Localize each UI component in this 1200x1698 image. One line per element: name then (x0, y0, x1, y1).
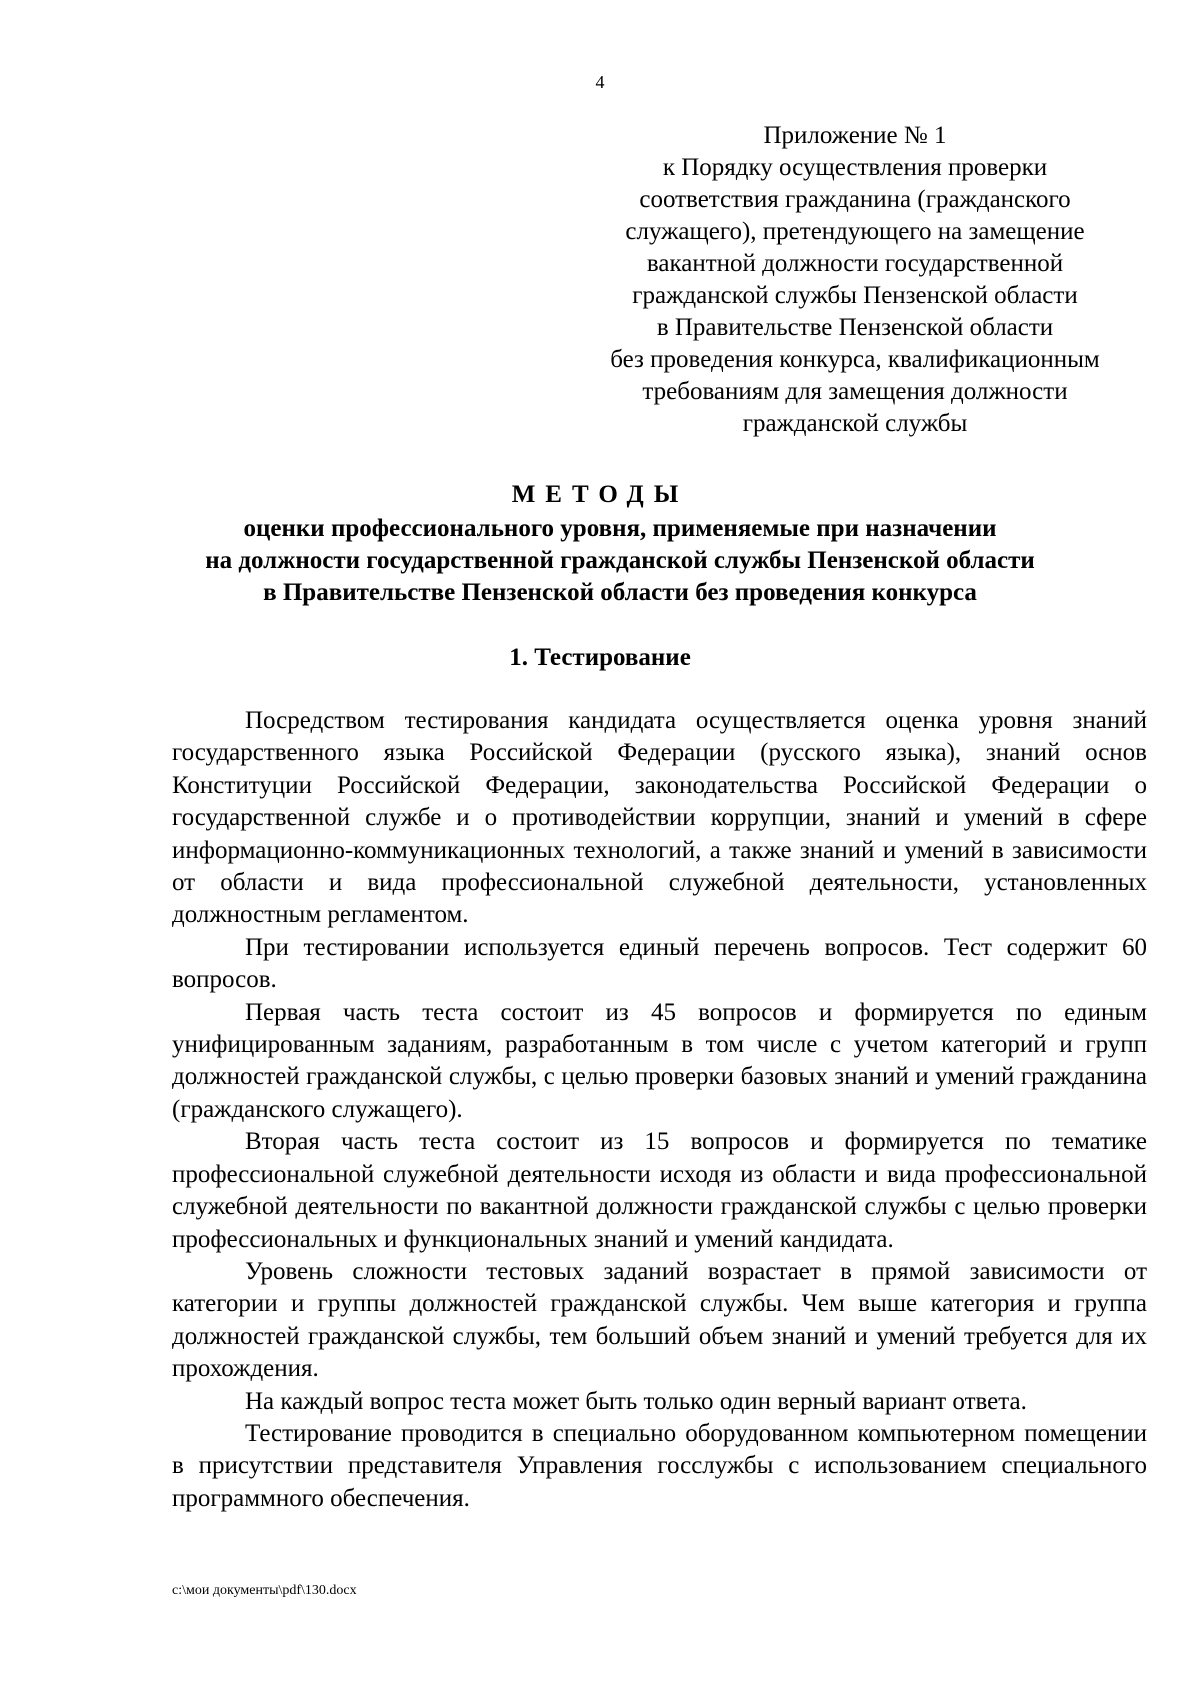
paragraph: Уровень сложности тестовых заданий возрастает в прямой зависимости от категории и группы должностей гражданской службы. Чем выше категория и группа должностей гражданской службы, тем больший объем знаний и умений требуется для их прохождения. (172, 1257, 1147, 1383)
subtitle-line: на должности государственной гражданской службы Пензенской области (205, 547, 1035, 574)
appendix-line: соответствия гражданина (гражданского (639, 186, 1071, 213)
body-text (172, 705, 1147, 1515)
appendix-line: вакантной должности государственной (646, 250, 1064, 277)
appendix-line: без проведения конкурса, квалификационным (610, 346, 1100, 373)
subtitle-line: оценки профессионального уровня, применяемые при назначении (243, 515, 997, 542)
footer-file-path: c:\мои документы\pdf\130.docx (172, 1583, 357, 1598)
appendix-line: Приложение № 1 (763, 122, 947, 149)
paragraph: Вторая часть теста состоит из 15 вопросов и формируется по тематике профессиональной служебной деятельности исходя из области и вида профессиональной служебной деятельности по вакантной должности гражданской службы с целью проверки профессиональных и функциональных знаний и умений кандидата. (172, 1128, 1147, 1253)
appendix-line: к Порядку осуществления проверки (662, 154, 1048, 181)
paragraph: Тестирование проводится в специально оборудованном компьютерном помещении в присутствии представителя Управления госслужбы с использованием специального программного обеспечения. (172, 1419, 1147, 1512)
appendix-line: гражданской службы Пензенской области (632, 282, 1078, 309)
document-title: МЕТОДЫ (511, 481, 689, 508)
paragraph: Посредством тестирования кандидата осуществляется оценка уровня знаний государственного языка Российской Федерации (русского языка), знаний основ Конституции Российской Федерации, законодательства Российской Федерации о государственной службе и о противодействии коррупции, знаний и умений в сфере информационно-коммуникационных технологий, а также знаний и умений в зависимости от области и вида профессиональной служебной деятельности, установленных должностным регламентом. (172, 707, 1147, 929)
appendix-line: служащего), претендующего на замещение (625, 218, 1085, 245)
appendix-header (575, 120, 1135, 440)
document-subtitle (150, 513, 1090, 609)
subtitle-line: в Правительстве Пензенской области без проведения конкурса (263, 579, 977, 606)
paragraph: На каждый вопрос теста может быть только один верный вариант ответа. (245, 1387, 1027, 1415)
paragraph: При тестировании используется единый перечень вопросов. Тест содержит 60 вопросов. (172, 933, 1147, 994)
appendix-line: в Правительстве Пензенской области (656, 314, 1054, 341)
paragraph: Первая часть теста состоит из 45 вопросов и формируется по единым унифицированным заданиям, разработанным в том числе с учетом категорий и групп должностей гражданской службы, с целью проверки базовых знаний и умений гражданина (гражданского служащего). (172, 998, 1147, 1123)
appendix-line: гражданской службы (742, 410, 968, 437)
appendix-line: требованиям для замещения должности (642, 378, 1068, 405)
page-number: 4 (595, 72, 605, 92)
section-heading: 1. Тестирование (509, 644, 691, 671)
